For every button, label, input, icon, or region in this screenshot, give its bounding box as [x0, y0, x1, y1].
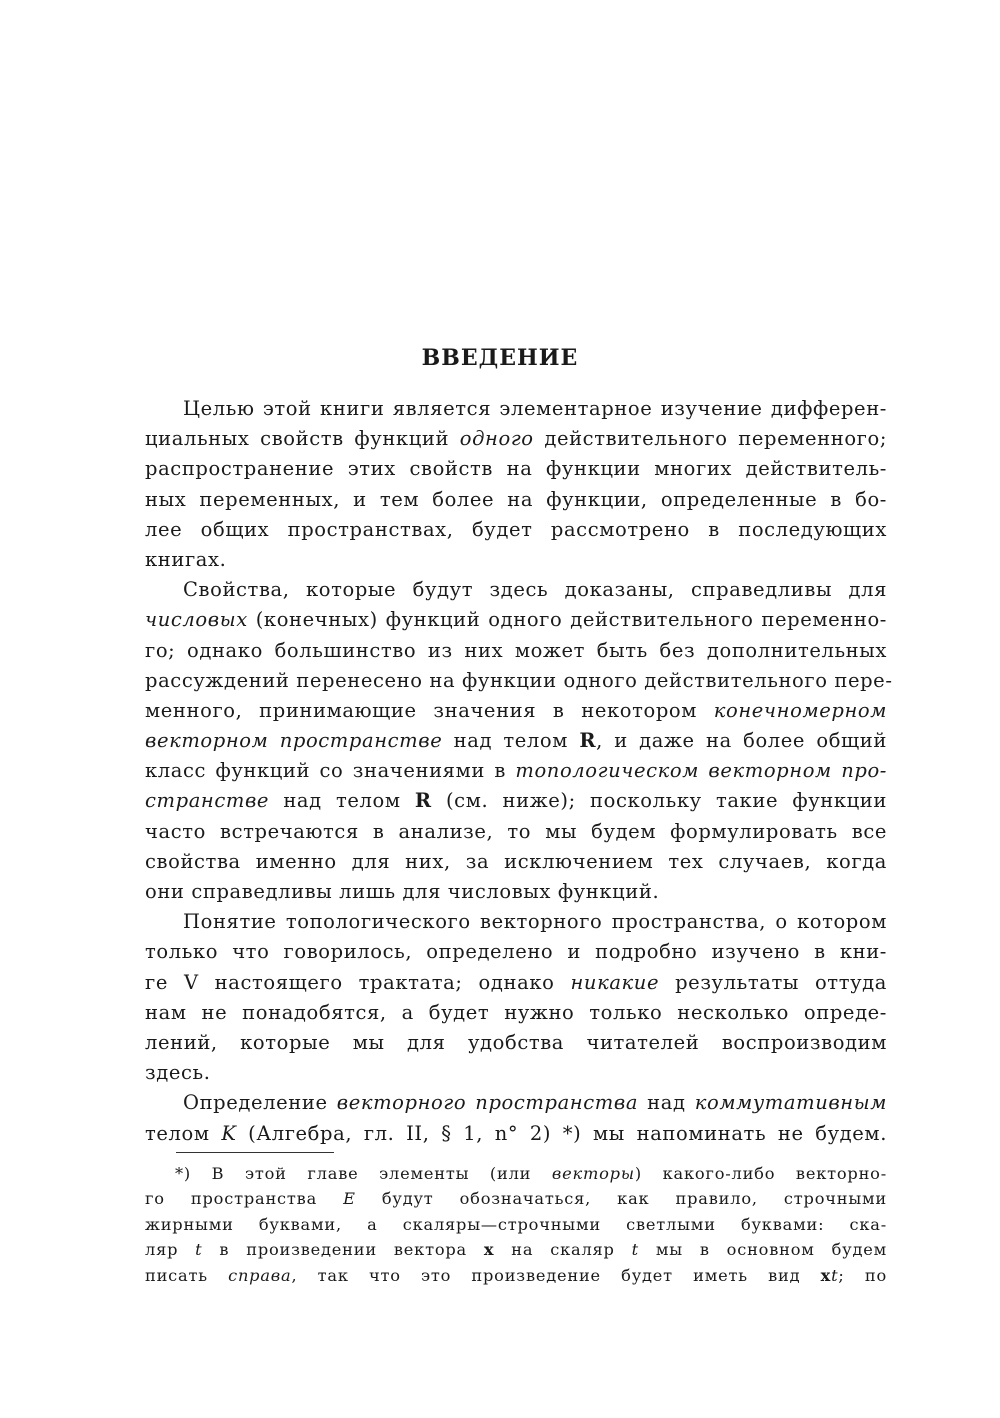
- text-line: [145, 666, 893, 696]
- emphasis: векторного пространства: [336, 1091, 639, 1115]
- text-span: будут обозначаться, как правило, строчными: [355, 1189, 887, 1209]
- text-span: Целью этой книги является элементарное изучение дифферен-: [183, 397, 887, 420]
- text-line: [145, 937, 887, 967]
- text-span: над телом: [442, 729, 580, 753]
- text-span: рассуждений перенесено на функции одного действительного пере-: [145, 668, 893, 692]
- math-symbol: K: [221, 1121, 237, 1145]
- emphasis: никакие: [570, 970, 660, 994]
- text-span: нам не понадобятся, а будет нужно только несколько опреде-: [145, 1000, 887, 1024]
- text-span: распространение этих свойств на функции многих действитель-: [145, 457, 887, 481]
- text-span: *) В этой главе элементы (или: [175, 1164, 552, 1183]
- text-span: , так что это произведение будет иметь вид: [291, 1265, 821, 1285]
- text-span: свойства именно для них, за исключением тех случаев, когда: [145, 849, 887, 873]
- math-symbol: R: [414, 789, 432, 813]
- text-line: [145, 575, 887, 605]
- text-line: [145, 485, 887, 515]
- text-line: [145, 394, 887, 424]
- text-line: [145, 696, 887, 726]
- text-span: часто встречаются в анализе, то мы будем формулировать все: [145, 819, 887, 843]
- text-line: [145, 1088, 887, 1118]
- text-line: [145, 726, 887, 756]
- text-line: [145, 786, 887, 816]
- emphasis: одного: [459, 427, 534, 451]
- footnote: [145, 1161, 887, 1288]
- text-span: (см. ниже); поскольку такие функции: [431, 789, 887, 813]
- text-span: ; по: [838, 1265, 887, 1285]
- text-span: мы в основном будем: [638, 1240, 887, 1260]
- text-span: они справедливы лишь для числовых функций.: [145, 880, 660, 903]
- text-span: ных переменных, и тем более на функции, определенные в бо-: [145, 487, 887, 511]
- text-line: [145, 545, 887, 575]
- math-symbol: t: [631, 1240, 639, 1260]
- page-title: ВВЕДЕНИЕ: [421, 345, 579, 371]
- emphasis: справа: [228, 1265, 292, 1285]
- text-span: лее общих пространствах, будет рассмотрено в последующих: [145, 517, 887, 541]
- text-span: только что говорилось, определено и подробно изучено в кни-: [145, 940, 887, 964]
- text-span: жирными буквами, а скаляры—строчными светлыми буквами: ска-: [145, 1214, 887, 1234]
- text-span: го; однако большинство из них может быть без дополнительных: [145, 638, 887, 662]
- emphasis: числовых: [145, 608, 248, 632]
- text-line: [145, 424, 887, 454]
- text-line: [145, 454, 887, 484]
- math-symbol: x: [820, 1265, 832, 1285]
- text-span: менного, принимающие значения в некотором: [145, 698, 714, 722]
- text-span: ) какого-либо векторно-: [634, 1164, 887, 1183]
- text-span: лений, которые мы для удобства читателей воспроизводим: [145, 1030, 887, 1054]
- text-line: [145, 605, 887, 635]
- text-span: на скаляр: [494, 1240, 632, 1260]
- footnote-line: [145, 1186, 887, 1211]
- footnote-divider: [176, 1152, 334, 1153]
- text-span: Свойства, которые будут здесь доказаны, справедливы для: [183, 578, 887, 602]
- text-span: книгах.: [145, 547, 227, 571]
- text-line: [145, 847, 887, 877]
- emphasis: векторы: [551, 1164, 635, 1183]
- main-text: [145, 394, 893, 1149]
- math-symbol: x: [483, 1240, 495, 1260]
- text-span: действительного переменного;: [533, 427, 888, 451]
- text-span: го пространства: [145, 1189, 344, 1209]
- text-span: ляр: [145, 1240, 196, 1260]
- math-symbol: E: [343, 1189, 356, 1209]
- emphasis: конечномерном: [713, 698, 887, 722]
- text-line: [145, 1028, 887, 1058]
- text-span: над: [638, 1091, 695, 1115]
- text-span: над телом: [269, 789, 415, 813]
- text-span: писать: [145, 1265, 229, 1285]
- footnote-line: [145, 1161, 887, 1186]
- text-line: [145, 907, 887, 937]
- text-line: [145, 968, 887, 998]
- math-symbol: R: [579, 729, 597, 753]
- emphasis: коммутативным: [694, 1091, 887, 1115]
- text-span: (конечных) функций одного действительного переменно-: [247, 608, 887, 632]
- emphasis: векторном пространстве: [145, 729, 443, 753]
- footnote-line: [145, 1263, 887, 1288]
- text-line: [145, 636, 887, 666]
- text-line: [145, 515, 887, 545]
- text-line: [145, 1119, 887, 1149]
- text-line: [145, 998, 887, 1028]
- text-span: ге V настоящего трактата; однако: [145, 970, 571, 994]
- text-line: [145, 1058, 887, 1088]
- text-span: здесь.: [145, 1061, 211, 1085]
- math-symbol: t: [831, 1265, 839, 1285]
- text-line: [145, 877, 887, 907]
- text-line: [145, 756, 887, 786]
- footnote-line: [145, 1237, 887, 1262]
- text-span: телом: [145, 1121, 222, 1145]
- text-span: Понятие топологического векторного пространства, о котором: [183, 910, 887, 934]
- emphasis: странстве: [145, 789, 270, 813]
- math-symbol: t: [195, 1240, 203, 1260]
- text-line: [145, 817, 887, 847]
- text-span: , и даже на более общий: [596, 729, 887, 753]
- text-span: (Алгебра, гл. II, § 1, n° 2) *) мы напоминать не будем.: [236, 1121, 887, 1145]
- text-span: класс функций со значениями в: [145, 759, 516, 783]
- text-span: в произведении вектора: [202, 1240, 484, 1260]
- footnote-line: [145, 1212, 887, 1237]
- text-span: Определение: [183, 1091, 337, 1115]
- text-span: результаты оттуда: [659, 970, 887, 994]
- emphasis: топологическом векторном про-: [515, 759, 887, 783]
- text-span: циальных свойств функций: [145, 427, 460, 451]
